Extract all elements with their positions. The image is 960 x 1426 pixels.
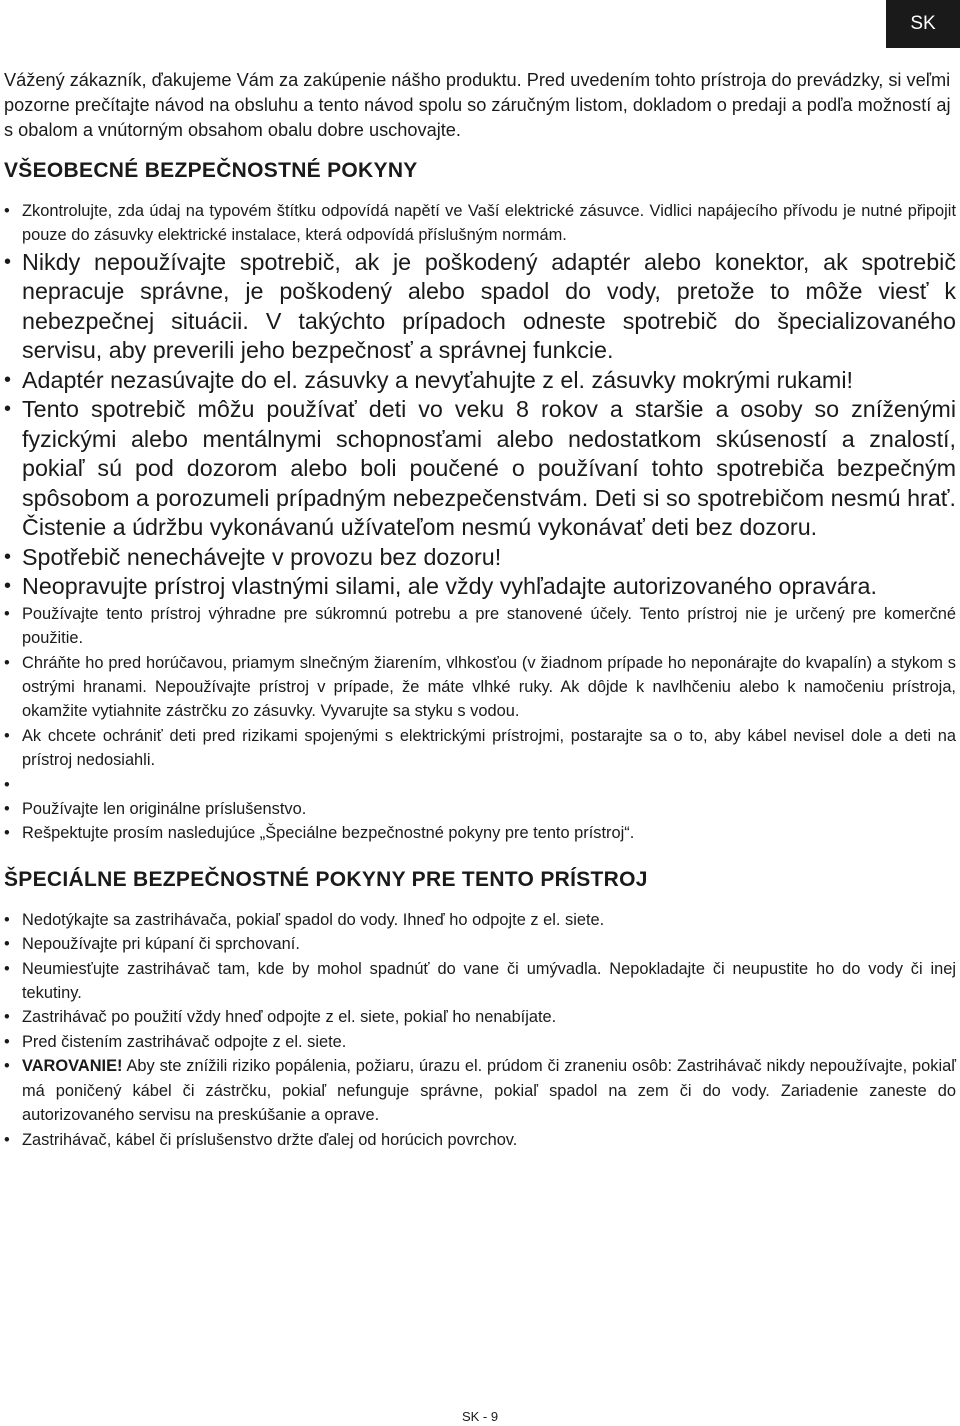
- special-item-warning: [4, 1054, 956, 1127]
- safety-item: • Používajte tento prístroj výhradne pre súkromnú potrebu a pre stanovené účely. Tento prístroj nie je určený pre komerčné použitie.: [4, 602, 956, 651]
- page-content: [4, 68, 956, 1152]
- language-tab: SK: [886, 0, 960, 48]
- safety-item: • Neopravujte prístroj vlastnými silami, ale vždy vyhľadajte autorizovaného opravára.: [4, 572, 956, 602]
- safety-item-empty: [4, 773, 956, 797]
- safety-item: • Spotřebič nenechávejte v provozu bez dozoru!: [4, 543, 956, 573]
- special-item: • Pred čistením zastrihávač odpojte z el. siete.: [4, 1030, 956, 1054]
- safety-item: • Používajte len originálne príslušenstvo.: [4, 797, 956, 821]
- special-item: • Neumiesťujte zastrihávač tam, kde by mohol spadnúť do vane či umývadla. Nepokladajte či neupustite ho do vody či inej tekutiny.: [4, 957, 956, 1006]
- section-title-general-safety: VŠEOBECNÉ BEZPEČNOSTNÉ POKYNY: [4, 159, 418, 182]
- section-title-special-safety: ŠPECIÁLNE BEZPEČNOSTNÉ POKYNY PRE TENTO PRÍSTROJ: [4, 867, 648, 891]
- safety-item: • Rešpektujte prosím nasledujúce „Špeciálne bezpečnostné pokyny pre tento prístroj“.: [4, 821, 956, 845]
- safety-item: • Tento spotrebič môžu používať deti vo veku 8 rokov a staršie a osoby so zníženými fyzickými alebo mentálnymi schopnosťami alebo nedostatkom skúseností a znalostí, pokiaľ sú pod dozorom alebo boli poučené o používaní tohto spotrebiča bezpečným spôsobom a porozumeli prípadným nebezpečenstvám. Deti si so spotrebičom nesmú hrať. Čistenie a údržbu vykonávanú užívateľom nesmú vykonávať deti bez dozoru.: [4, 395, 956, 543]
- special-item: • Nedotýkajte sa zastrihávača, pokiaľ spadol do vody. Ihneď ho odpojte z el. siete.: [4, 908, 956, 932]
- special-item: • Zastrihávač, kábel či príslušenstvo držte ďalej od horúcich povrchov.: [4, 1128, 956, 1152]
- special-safety-list: [4, 908, 956, 1152]
- safety-item: • Chráňte ho pred horúčavou, priamym slnečným žiarením, vlhkosťou (v žiadnom prípade ho neponárajte do kvapalín) a stykom s ostrými hranami. Nepoužívajte prístroj v prípade, že máte vlhké ruky. Ak dôjde k navlhčeniu alebo k namočeniu prístroja, okamžite vytiahnite zástrčku zo zásuvky. Vyvarujte sa styku s vodou.: [4, 651, 956, 724]
- safety-item: • Adaptér nezasúvajte do el. zásuvky a nevyťahujte z el. zásuvky mokrými rukami!: [4, 366, 956, 396]
- safety-item: • Zkontrolujte, zda údaj na typovém štítku odpovídá napětí ve Vaší elektrické zásuvce. Vidlici napájecího přívodu je nutné připojit pouze do zásuvky elektrické instalace, která odpovídá příslušným normám.: [4, 199, 956, 248]
- safety-item: • Ak chcete ochrániť deti pred rizikami spojenými s elektrickými prístrojmi, postarajte sa o to, aby kábel nevisel dole a deti na prístroj nedosiahli.: [4, 724, 956, 773]
- page-number: SK - 9: [461, 1409, 499, 1424]
- special-item: • Nepoužívajte pri kúpaní či sprchovaní.: [4, 932, 956, 956]
- special-item: • Zastrihávač po použití vždy hneď odpojte z el. siete, pokiaľ ho nenabíjate.: [4, 1005, 956, 1029]
- warning-label: VAROVANIE!: [22, 1057, 123, 1076]
- intro-paragraph: Vážený zákazník, ďakujeme Vám za zakúpenie nášho produktu. Pred uvedením tohto prístroja do prevádzky, si veľmi pozorne prečítajte návod na obsluhu a tento návod spolu so záručným listom, dokladom o predaji a podľa možností aj s obalom a vnútorným obsahom obalu dobre uschovajte.: [4, 70, 951, 140]
- general-safety-list: [4, 199, 956, 846]
- safety-item: • Nikdy nepoužívajte spotrebič, ak je poškodený adaptér alebo konektor, ak spotrebič nepracuje správne, je poškodený alebo spadol do vody, pretože to môže viesť k nebezpečnej situácii. V takýchto prípadoch odneste spotrebič do špecializovaného servisu, aby preverili jeho bezpečnosť a správnej funkcie.: [4, 248, 956, 366]
- warning-text: Aby ste znížili riziko popálenia, požiaru, úrazu el. prúdom či zraneniu osôb: Zastrihávač nikdy nepoužívajte, pokiaľ má poničený kábel či zástrčku, pokiaľ nefunguje správne, pokiaľ spadol na zem či do vody. Zariadenie zaneste do autorizovaného servisu na preskúšanie a oprave.: [22, 1057, 956, 1125]
